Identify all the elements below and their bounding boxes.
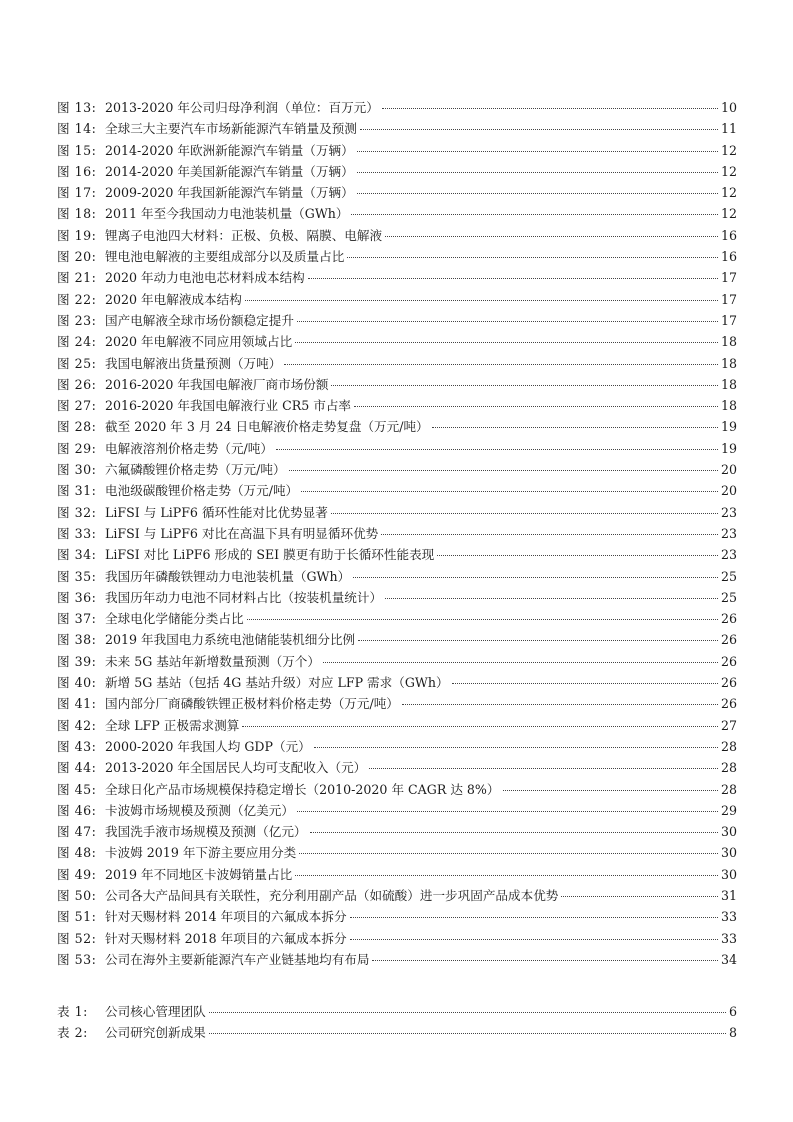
entry-page: 6	[728, 1004, 737, 1020]
entry-label: 图 19:	[57, 227, 97, 243]
dot-leader	[209, 1033, 726, 1034]
entry-label: 图 15:	[57, 142, 97, 158]
entry-page: 8	[728, 1025, 737, 1041]
toc-entry[interactable]	[57, 1022, 737, 1043]
entry-label: 图 49:	[57, 866, 97, 882]
toc-entry[interactable]	[57, 331, 737, 352]
entry-label: 图 34:	[57, 547, 97, 563]
dot-leader	[357, 193, 718, 194]
toc-entry[interactable]	[57, 864, 737, 885]
entry-title: 2020 年动力电池电芯材料成本结构	[105, 270, 305, 286]
toc-entry[interactable]	[57, 949, 737, 970]
dot-leader	[360, 129, 718, 130]
entry-page: 17	[720, 270, 737, 286]
toc-entry[interactable]	[57, 182, 737, 203]
entry-page: 12	[720, 185, 737, 201]
dot-leader	[295, 342, 718, 343]
dot-leader	[299, 853, 718, 854]
entry-label: 表 1:	[57, 1004, 88, 1020]
entry-label: 图 22:	[57, 291, 97, 307]
entry-label: 图 43:	[57, 738, 97, 754]
entry-page: 18	[720, 334, 737, 350]
entry-title: 公司在海外主要新能源汽车产业链基地均有布局	[105, 951, 370, 967]
entry-page: 20	[720, 462, 737, 478]
dot-leader	[369, 768, 718, 769]
entry-title: 2013-2020 年公司归母净利润（单位：百万元）	[105, 100, 379, 115]
entry-page: 30	[720, 866, 737, 882]
entry-page: 25	[720, 589, 737, 605]
entry-page: 31	[720, 887, 737, 903]
entry-page: 19	[720, 440, 737, 456]
entry-title: 针对天赐材料 2014 年项目的六氟成本拆分	[105, 909, 347, 925]
toc	[57, 97, 737, 1044]
toc-entry[interactable]	[57, 906, 737, 927]
dot-leader	[350, 939, 718, 940]
dot-leader	[372, 960, 718, 961]
dot-leader	[297, 811, 718, 812]
entry-label: 图 16:	[57, 163, 97, 179]
entry-page: 10	[720, 100, 737, 115]
entry-page: 17	[720, 291, 737, 307]
dot-leader	[276, 449, 718, 450]
entry-label: 图 46:	[57, 802, 97, 818]
entry-label: 表 2:	[57, 1025, 88, 1041]
dot-leader	[432, 427, 718, 428]
toc-entry[interactable]	[57, 587, 737, 608]
toc-entry[interactable]	[57, 118, 737, 139]
entry-page: 33	[720, 930, 737, 946]
toc-entry[interactable]	[57, 97, 737, 118]
entry-page: 11	[720, 121, 737, 137]
entry-page: 26	[720, 611, 737, 627]
toc-entry[interactable]	[57, 203, 737, 224]
dot-leader	[331, 385, 717, 386]
entry-page: 26	[720, 675, 737, 691]
entry-page: 18	[720, 376, 737, 392]
entry-title: 卡波姆 2019 年下游主要应用分类	[105, 845, 297, 861]
entry-title: 国内部分厂商磷酸铁锂正极材料价格走势（万元/吨）	[105, 696, 399, 712]
dot-leader	[503, 790, 718, 791]
entry-label: 图 48:	[57, 845, 97, 861]
entry-title: 截至 2020 年 3 月 24 日电解液价格走势复盘（万元/吨）	[105, 419, 429, 435]
entry-label: 图 39:	[57, 653, 97, 669]
entry-label: 图 18:	[57, 206, 97, 222]
dot-leader	[308, 278, 718, 279]
entry-title: 卡波姆市场规模及预测（亿美元）	[105, 802, 294, 818]
entry-title: 全球电化学储能分类占比	[105, 611, 244, 627]
toc-entry[interactable]	[57, 161, 737, 182]
toc-entry[interactable]	[57, 608, 737, 629]
dot-leader	[331, 513, 718, 514]
entry-label: 图 13:	[57, 100, 97, 115]
dot-leader	[247, 619, 718, 620]
entry-page: 28	[720, 738, 737, 754]
entry-title: 2019 年不同地区卡波姆销量占比	[105, 866, 293, 882]
figure-list	[57, 97, 737, 970]
dot-leader	[357, 151, 718, 152]
entry-page: 17	[720, 312, 737, 328]
dot-leader	[242, 726, 718, 727]
dot-leader	[314, 747, 718, 748]
entry-title: 我国历年动力电池不同材料占比（按装机量统计）	[105, 589, 383, 605]
entry-title: 我国洗手液市场规模及预测（亿元）	[105, 824, 307, 840]
dot-leader	[353, 577, 718, 578]
entry-page: 25	[720, 568, 737, 584]
entry-page: 18	[720, 355, 737, 371]
entry-label: 图 51:	[57, 909, 97, 925]
entry-title: 公司研究创新成果	[105, 1025, 206, 1041]
entry-title: 锂电池电解液的主要组成部分以及质量占比	[105, 249, 345, 265]
entry-title: 我国电解液出货量预测（万吨）	[105, 355, 282, 371]
dot-leader	[354, 406, 718, 407]
entry-page: 26	[720, 632, 737, 648]
dot-leader	[351, 214, 717, 215]
toc-entry[interactable]	[57, 566, 737, 587]
entry-title: 全球 LFP 正极需求测算	[105, 717, 240, 733]
dot-leader	[358, 640, 718, 641]
entry-title: 2020 年电解液不同应用领域占比	[105, 334, 293, 350]
entry-title: 全球三大主要汽车市场新能源汽车销量及预测	[105, 121, 357, 137]
entry-title: LiFSI 与 LiPF6 循环性能对比优势显著	[105, 504, 328, 520]
toc-entry[interactable]	[57, 438, 737, 459]
section-spacer	[57, 970, 737, 1001]
toc-entry[interactable]	[57, 736, 737, 757]
entry-title: LiFSI 对比 LiPF6 形成的 SEI 膜更有助于长循环性能表现	[105, 547, 435, 563]
dot-leader	[385, 598, 718, 599]
entry-title: 2016-2020 年我国电解液行业 CR5 市占率	[105, 398, 352, 414]
dot-leader	[402, 704, 718, 705]
entry-page: 23	[720, 547, 737, 563]
entry-page: 20	[720, 483, 737, 499]
toc-entry[interactable]	[57, 821, 737, 842]
entry-title: 2013-2020 年全国居民人均可支配收入（元）	[105, 760, 367, 776]
entry-label: 图 31:	[57, 483, 97, 499]
entry-label: 图 26:	[57, 376, 97, 392]
entry-title: 锂离子电池四大材料：正极、负极、隔膜、电解液	[105, 227, 383, 243]
entry-title: 2009-2020 年我国新能源汽车销量（万辆）	[105, 185, 354, 201]
toc-entry[interactable]	[57, 842, 737, 863]
entry-label: 图 37:	[57, 611, 97, 627]
toc-entry[interactable]	[57, 246, 737, 267]
entry-page: 34	[720, 951, 737, 967]
toc-entry[interactable]	[57, 289, 737, 310]
toc-entry[interactable]	[57, 140, 737, 161]
entry-page: 30	[720, 845, 737, 861]
entry-title: LiFSI 与 LiPF6 对比在高温下具有明显循环优势	[105, 525, 379, 541]
toc-entry[interactable]	[57, 416, 737, 437]
dot-leader	[437, 555, 718, 556]
entry-label: 图 23:	[57, 312, 97, 328]
toc-entry[interactable]	[57, 480, 737, 501]
entry-label: 图 53:	[57, 951, 97, 967]
entry-page: 12	[720, 163, 737, 179]
entry-title: 六氟磷酸锂价格走势（万元/吨）	[105, 462, 286, 478]
entry-title: 针对天赐材料 2018 年项目的六氟成本拆分	[105, 930, 347, 946]
entry-label: 图 38:	[57, 632, 97, 648]
entry-label: 图 35:	[57, 568, 97, 584]
toc-entry[interactable]	[57, 1001, 737, 1022]
dot-leader	[209, 1012, 726, 1013]
entry-title: 未来 5G 基站年新增数量预测（万个）	[105, 653, 320, 669]
entry-page: 23	[720, 504, 737, 520]
entry-label: 图 29:	[57, 440, 97, 456]
entry-page: 18	[720, 398, 737, 414]
entry-label: 图 36:	[57, 589, 97, 605]
entry-title: 2014-2020 年欧洲新能源汽车销量（万辆）	[105, 142, 354, 158]
toc-entry[interactable]	[57, 629, 737, 650]
entry-title: 公司核心管理团队	[105, 1004, 206, 1020]
dot-leader	[381, 534, 718, 535]
toc-entry[interactable]	[57, 757, 737, 778]
toc-entry[interactable]	[57, 693, 737, 714]
entry-page: 16	[720, 249, 737, 265]
entry-page: 33	[720, 909, 737, 925]
dot-leader	[245, 300, 718, 301]
toc-entry[interactable]	[57, 310, 737, 331]
toc-entry[interactable]	[57, 800, 737, 821]
toc-entry[interactable]	[57, 502, 737, 523]
entry-label: 图 21:	[57, 270, 97, 286]
entry-page: 28	[720, 760, 737, 776]
dot-leader	[310, 832, 718, 833]
entry-page: 26	[720, 696, 737, 712]
entry-page: 23	[720, 525, 737, 541]
entry-title: 公司各大产品间具有关联性，充分利用副产品（如硫酸）进一步巩固产品成本优势	[105, 887, 559, 903]
entry-label: 图 44:	[57, 760, 97, 776]
entry-label: 图 42:	[57, 717, 97, 733]
dot-leader	[284, 364, 718, 365]
entry-page: 19	[720, 419, 737, 435]
entry-title: 2014-2020 年美国新能源汽车销量（万辆）	[105, 163, 354, 179]
entry-title: 新增 5G 基站（包括 4G 基站升级）对应 LFP 需求（GWh）	[105, 675, 449, 691]
toc-entry[interactable]	[57, 885, 737, 906]
entry-label: 图 45:	[57, 781, 97, 797]
dot-leader	[297, 321, 718, 322]
entry-label: 图 14:	[57, 121, 97, 137]
entry-label: 图 47:	[57, 824, 97, 840]
entry-title: 我国历年磷酸铁锂动力电池装机量（GWh）	[105, 568, 351, 584]
toc-entry[interactable]	[57, 523, 737, 544]
entry-label: 图 32:	[57, 504, 97, 520]
dot-leader	[385, 236, 718, 237]
dot-leader	[561, 896, 718, 897]
entry-label: 图 24:	[57, 334, 97, 350]
toc-entry[interactable]	[57, 651, 737, 672]
entry-label: 图 28:	[57, 419, 97, 435]
entry-page: 26	[720, 653, 737, 669]
dot-leader	[382, 108, 718, 109]
dot-leader	[357, 172, 718, 173]
entry-label: 图 25:	[57, 355, 97, 371]
entry-page: 29	[720, 802, 737, 818]
toc-entry[interactable]	[57, 353, 737, 374]
dot-leader	[350, 917, 718, 918]
toc-entry[interactable]	[57, 928, 737, 949]
entry-label: 图 40:	[57, 675, 97, 691]
entry-label: 图 17:	[57, 185, 97, 201]
toc-entry[interactable]	[57, 225, 737, 246]
entry-label: 图 52:	[57, 930, 97, 946]
toc-entry[interactable]	[57, 267, 737, 288]
entry-title: 全球日化产品市场规模保持稳定增长（2010-2020 年 CAGR 达 8%）	[105, 781, 500, 797]
toc-entry[interactable]	[57, 374, 737, 395]
dot-leader	[289, 470, 718, 471]
toc-entry[interactable]	[57, 459, 737, 480]
dot-leader	[301, 491, 718, 492]
entry-page: 16	[720, 227, 737, 243]
entry-title: 电池级碳酸锂价格走势（万元/吨）	[105, 483, 299, 499]
toc-entry[interactable]	[57, 779, 737, 800]
entry-title: 国产电解液全球市场份额稳定提升	[105, 312, 294, 328]
entry-page: 27	[720, 717, 737, 733]
entry-page: 28	[720, 781, 737, 797]
entry-page: 30	[720, 824, 737, 840]
entry-label: 图 33:	[57, 525, 97, 541]
entry-title: 电解液溶剂价格走势（元/吨）	[105, 440, 273, 456]
toc-entry[interactable]	[57, 672, 737, 693]
toc-entry[interactable]	[57, 544, 737, 565]
entry-label: 图 30:	[57, 462, 97, 478]
entry-title: 2000-2020 年我国人均 GDP（元）	[105, 738, 311, 754]
entry-title: 2011 年至今我国动力电池装机量（GWh）	[105, 206, 349, 222]
dot-leader	[323, 662, 718, 663]
entry-label: 图 20:	[57, 249, 97, 265]
entry-title: 2019 年我国电力系统电池储能装机细分比例	[105, 632, 356, 648]
table-list	[57, 1001, 737, 1044]
dot-leader	[295, 875, 718, 876]
entry-label: 图 50:	[57, 887, 97, 903]
toc-entry[interactable]	[57, 715, 737, 736]
toc-entry[interactable]	[57, 395, 737, 416]
dot-leader	[347, 257, 718, 258]
dot-leader	[452, 683, 718, 684]
entry-label: 图 41:	[57, 696, 97, 712]
entry-title: 2020 年电解液成本结构	[105, 291, 242, 307]
entry-page: 12	[720, 142, 737, 158]
entry-label: 图 27:	[57, 398, 97, 414]
entry-page: 12	[720, 206, 737, 222]
entry-title: 2016-2020 年我国电解液厂商市场份额	[105, 376, 329, 392]
